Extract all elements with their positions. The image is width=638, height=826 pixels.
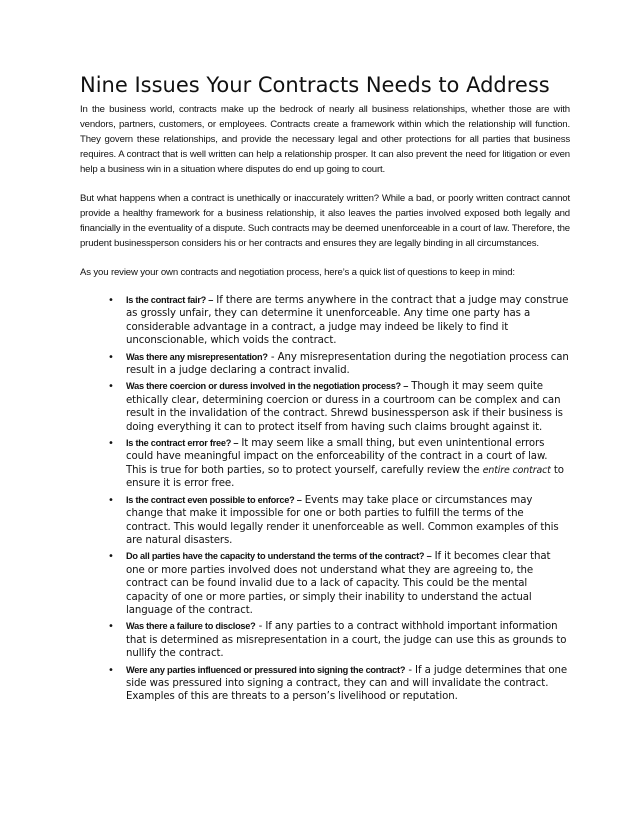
issue-emphasis: entire contract [482, 464, 551, 476]
issue-question: Is the contract even possible to enforce? – [126, 494, 302, 505]
bullet-icon: • [108, 438, 114, 450]
issue-question: Was there any misrepresentation? [126, 351, 268, 362]
list-item [108, 294, 570, 348]
issue-text: - Any misrepresentation during the negotiation process can result in a judge declaring a contract invalid. [126, 351, 569, 377]
issue-text: Though it may seem quite ethically clear, determining coercion or duress in a courtroom can be complex and can result in the invalidation of the contract. Shrewd businessperson ask if their business is doing everything it can to protect itself from having such claims brought against it. [126, 381, 563, 433]
bullet-icon: • [108, 351, 114, 363]
bullet-icon: • [108, 494, 114, 506]
list-item [108, 550, 570, 617]
bullet-icon: • [108, 551, 114, 563]
issue-text: If there are terms anywhere in the contract that a judge may construe as grossly unfair, they can determine it unenforceable. Any time one party has a considerable advantage in a contract, a judge may indeed be likely to find it unconscionable, which voids the contract. [126, 295, 569, 347]
list-item [108, 494, 570, 548]
list-item [108, 620, 570, 660]
list-item [108, 664, 570, 704]
issue-text: - If any parties to a contract withhold important information that is determined as misrepresentation in a court, the judge can use this as grounds to nullify the contract. [126, 621, 567, 660]
bullet-icon: • [108, 621, 114, 633]
review-paragraph: As you review your own contracts and negotiation process, here’s a quick list of questions to keep in mind: [80, 267, 515, 278]
document-title: Nine Issues Your Contracts Needs to Address [80, 73, 550, 97]
bullet-icon: • [108, 381, 114, 393]
intro-paragraph: In the business world, contracts make up the bedrock of nearly all business relationships, whether those are with vendors, partners, customers, or employees. Contracts create a framework within which the relationship will function. They govern these relationships, and provide the necessary legal and other protections for all parties that business requires. A contract that is well written can help a relationship prosper. It can also prevent the need for litigation or even help a business win in a situation where disputes do end up going to court. [80, 104, 570, 175]
issue-text: Events may take place or circumstances may change that make it impossible for one or both parties to fulfill the terms of the contract. This would legally render it unenforceable as well. Common examples of this are natural disasters. [126, 494, 559, 546]
issue-text-after: to ensure it is error free. [126, 464, 564, 490]
issue-question: Were any parties influenced or pressured into signing the contract? [126, 664, 406, 675]
issue-question: Is the contract fair? – [126, 295, 214, 305]
list-item [108, 351, 570, 378]
issue-question: Was there coercion or duress involved in the negotiation process? – [126, 381, 409, 392]
issue-text: If it becomes clear that one or more parties involved does not understand what they are agreeing to, the contract can be found invalid due to a lack of capacity. This could be the mental capacity of one or more parties, or simply their inability to understand the actual language of the contract. [126, 551, 551, 616]
issues-list [80, 294, 570, 704]
problem-paragraph: But what happens when a contract is unethically or inaccurately written? While a bad, or poorly written contract cannot provide a healthy framework for a business relationship, it also leaves the parties involved exposed both legally and financially in the eventuality of a dispute. Such contracts may be deemed unenforceable in a court of law. Therefore, the prudent businessperson considers his or her contracts and ensures they are legally binding in all circumstances. [80, 193, 570, 249]
bullet-icon: • [108, 295, 114, 306]
issue-text: It may seem like a small thing, but even unintentional errors could have meaningful impact on the enforceability of the contract in a court of law. This is true for both parties, so to protect yourself, carefully review the [126, 438, 548, 476]
list-item [108, 437, 570, 491]
document-page [80, 72, 570, 707]
issue-question: Do all parties have the capacity to understand the terms of the contract? – [126, 551, 432, 562]
issue-text: - If a judge determines that one side was pressured into signing a contract, they can and will invalidate the contract. Examples of this are threats to a person’s livelihood or reputation. [126, 664, 567, 703]
issue-question: Is the contract error free? – [126, 438, 239, 449]
list-item [108, 380, 570, 434]
issue-question: Was there a failure to disclose? [126, 621, 256, 632]
bullet-icon: • [108, 664, 114, 676]
